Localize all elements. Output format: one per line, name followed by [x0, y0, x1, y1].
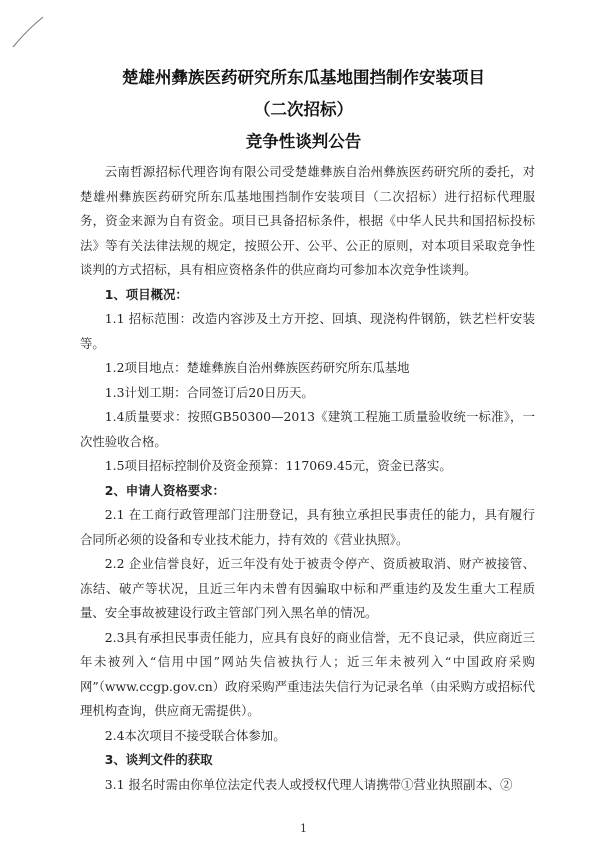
intro-paragraph: 云南哲源招标代理咨询有限公司受楚雄彝族自治州彝族医药研究所的委托，对楚雄州彝族医药研究所东瓜基地围挡制作安装项目（二次招标）进行招标代理服务，资金来源为自有资金。项目已具备招标条件，根据《中华人民共和国招标投标法》等有关法律法规的规定，按照公开、公平、公正的原则，对本项目采取竞争性谈判的方式招标，具有相应资格条件的供应商均可参加本次竞争性谈判。	[80, 164, 535, 277]
paragraph-2-3: 2.3具有承担民事责任能力，应具有良好的商业信誉，无不良记录，供应商近三年未被列入“信用中国”网站失信被执行人；近三年未被列入“中国政府采购网”（www.ccgp.gov.cn）政府采购严重违法失信行为记录名单（由采购方或招标代理机构查询，供应商无需提供）。	[80, 629, 535, 718]
page-number: 1	[300, 822, 307, 835]
announcement-title: 竞争性谈判公告	[245, 132, 362, 151]
section-heading-project-overview: 1、项目概况：	[104, 286, 188, 302]
paragraph-1-1: 1.1 招标范围：改造内容涉及土方开挖、回填、现浇构件钢筋，铁艺栏杆安装等。	[80, 311, 535, 351]
section-heading-document-acquisition: 3、谈判文件的获取	[104, 752, 213, 767]
section-heading-qualifications: 2、申请人资格要求：	[104, 482, 225, 498]
paragraph-1-4: 1.4质量要求：按照GB50300—2013《建筑工程施工质量验收统一标准》，一次性验收合格。	[80, 409, 535, 449]
document-body	[80, 160, 535, 797]
pen-stroke-mark	[10, 14, 46, 50]
paragraph-3-1: 3.1 报名时需由你单位法定代表人或授权代理人请携带①营业执照副本、②	[104, 776, 513, 792]
paragraph-1-5: 1.5项目招标控制价及资金预算：117069.45元，资金已落实。	[104, 458, 452, 473]
document-title: 楚雄州彝族医药研究所东瓜基地围挡制作安装项目	[122, 68, 485, 87]
paragraph-1-2: 1.2项目地点：楚雄彝族自治州彝族医药研究所东瓜基地	[104, 360, 410, 375]
paragraph-1-3: 1.3计划工期：合同签订后20日历天。	[104, 384, 314, 400]
paragraph-2-1: 2.1 在工商行政管理部门注册登记，具有独立承担民事责任的能力，具有履行合同所必须的设备和专业技术能力，持有效的《营业执照》。	[80, 507, 535, 547]
document-subtitle: （二次招标）	[254, 100, 353, 119]
paragraph-2-2: 2.2 企业信誉良好，近三年没有处于被责令停产、资质被取消、财产被接管、冻结、破产等状况，且近三年内未曾有因骗取中标和严重违约及发生重大工程质量、安全事故被建设行政主管部门列入黑名单的情况。	[80, 556, 535, 620]
paragraph-2-4: 2.4本次项目不接受联合体参加。	[104, 727, 286, 743]
